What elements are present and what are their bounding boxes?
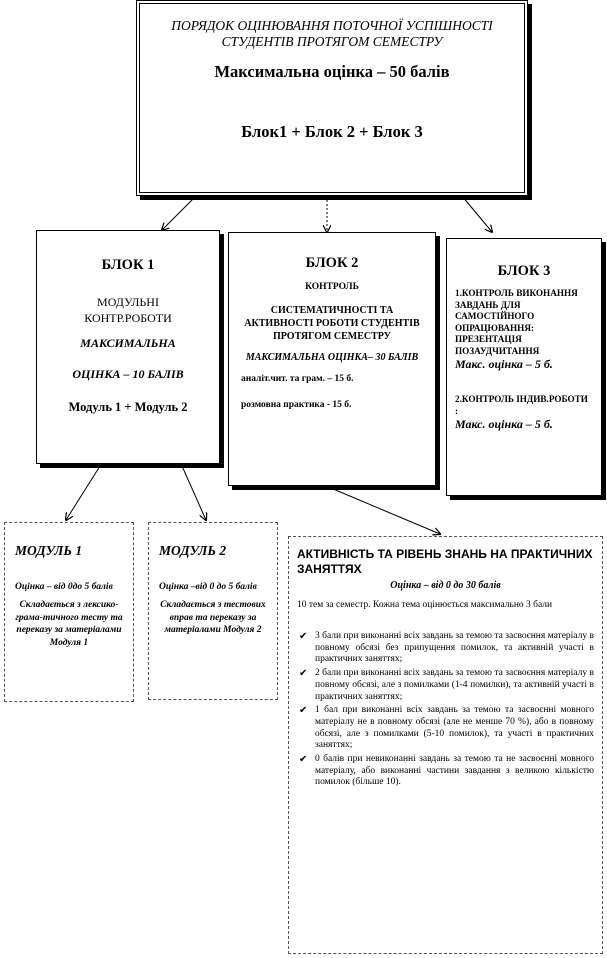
top-summary-box xyxy=(136,0,528,196)
criteria-item xyxy=(299,705,594,752)
block3-m2: Макс. оцінка – 5 б. xyxy=(455,417,553,431)
criteria-text: 1 бал при виконанні всіх завдань за темою та засвоєнні мовного матеріалу не в повному обсязі (але не менше 70 %), або в повному обсязі, але з помилками (5-10 помилок), та участі в практичних заняттях; xyxy=(315,705,594,751)
arrow-top-to-block1 xyxy=(162,196,196,230)
module1-desc: Складається з лексико-грама-тичного тесту та переказу за матеріалами Модуля 1 xyxy=(15,600,123,648)
diagram-title: ПОРЯДОК ОЦІНЮВАННЯ ПОТОЧНОЇ УСПІШНОСТІ СТУДЕНТІВ ПРОТЯГОМ СЕМЕСТРУ xyxy=(171,18,493,49)
block2-item1: аналіт.чит. та грам. – 15 б. xyxy=(241,374,354,384)
blocks-formula: Блок1 + Блок 2 + Блок 3 xyxy=(241,122,423,141)
arrow-block2-to-activity xyxy=(326,486,440,534)
arrow-block1-to-module2 xyxy=(182,466,206,520)
block2-sub3: МАКСИМАЛЬНА ОЦІНКА– 30 БАЛІВ xyxy=(245,352,419,363)
block1-line1-text: МОДУЛЬНІ xyxy=(97,295,159,309)
block3-heading: БЛОК 3 xyxy=(497,263,551,279)
criteria-item xyxy=(299,631,594,666)
module1-box xyxy=(4,522,134,702)
block1-line1 xyxy=(43,294,213,326)
module2-desc: Складається з тестових вправ та переказу за матеріалами Модуля 2 xyxy=(160,600,266,635)
check-icon: ✔ xyxy=(299,668,308,680)
activity-box xyxy=(288,536,603,954)
criteria-text: 2 бали при виконанні всіх завдань за темою та засвоєння матеріалу в повному обсязі, але з помилками (1-4 помилки), та активній участі в практичних заняттях; xyxy=(315,668,594,702)
block2-box xyxy=(228,232,436,486)
module2-score: Оцінка –від 0 до 5 балів xyxy=(159,582,257,592)
max-score: Максимальна оцінка – 50 балів xyxy=(214,62,450,81)
activity-heading: АКТИВНІСТЬ ТА РІВЕНЬ ЗНАНЬ НА ПРАКТИЧНИХ ЗАНЯТТЯХ xyxy=(297,547,593,576)
criteria-text: 0 балів при невиконанні завдань за темою та не засвоєнні мовного матеріалу, або виконанні частини завдання з великою кількістю помилок (більше 10). xyxy=(315,754,594,788)
module2-box xyxy=(148,522,278,700)
activity-score: Оцінка – від 0 до 30 балів xyxy=(390,580,501,591)
module1-heading: МОДУЛЬ 1 xyxy=(15,543,83,558)
block1-line4: ОЦІНКА – 10 БАЛІВ xyxy=(72,367,184,381)
criteria-list xyxy=(297,631,594,789)
block1-line3: МАКСИМАЛЬНА xyxy=(80,336,176,350)
module2-heading: МОДУЛЬ 2 xyxy=(159,543,227,558)
block1-box xyxy=(36,230,220,464)
activity-intro: 10 тем за семестр. Кожна тема оцінюється максимально 3 бали xyxy=(297,600,553,610)
criteria-text: 3 бали при виконанні всіх завдань за темою та засвоєння матеріалу в повному обсязі без припущення помилок, та активній участі в практичних заняттях; xyxy=(315,631,594,665)
block2-sub1: КОНТРОЛЬ xyxy=(305,282,359,292)
arrow-top-to-block3 xyxy=(462,196,492,232)
block3-box xyxy=(446,238,602,496)
check-icon: ✔ xyxy=(299,754,308,766)
module1-score: Оцінка – від 0до 5 балів xyxy=(15,582,113,592)
arrow-block1-to-module1 xyxy=(66,466,100,520)
block2-sub2: СИСТЕМАТИЧНОСТІ ТА АКТИВНОСТІ РОБОТИ СТУДЕНТІВ ПРОТЯГОМ СЕМЕСТРУ xyxy=(244,305,420,342)
criteria-item xyxy=(299,668,594,703)
block3-p2: 2.КОНТРОЛЬ ІНДИВ.РОБОТИ : xyxy=(455,394,588,416)
block2-item2: розмовна практика - 15 б. xyxy=(241,400,352,410)
check-icon: ✔ xyxy=(299,705,308,717)
criteria-item xyxy=(299,754,594,789)
block2-heading: БЛОК 2 xyxy=(305,255,359,271)
block1-heading: БЛОК 1 xyxy=(101,257,155,273)
check-icon: ✔ xyxy=(299,631,308,642)
block3-p1: 1.КОНТРОЛЬ ВИКОНАННЯ ЗАВДАНЬ ДЛЯ САМОСТІЙНОГО ОПРАЦЮВАННЯ: ПРЕЗЕНТАЦІЯ ПОЗАУДЧИТАННЯ xyxy=(455,288,578,356)
block1-line5: Модуль 1 + Модуль 2 xyxy=(68,400,188,414)
block3-m1: Макс. оцінка – 5 б. xyxy=(455,357,553,371)
block1-line2-text: КОНТР.РОБОТИ xyxy=(84,311,172,325)
